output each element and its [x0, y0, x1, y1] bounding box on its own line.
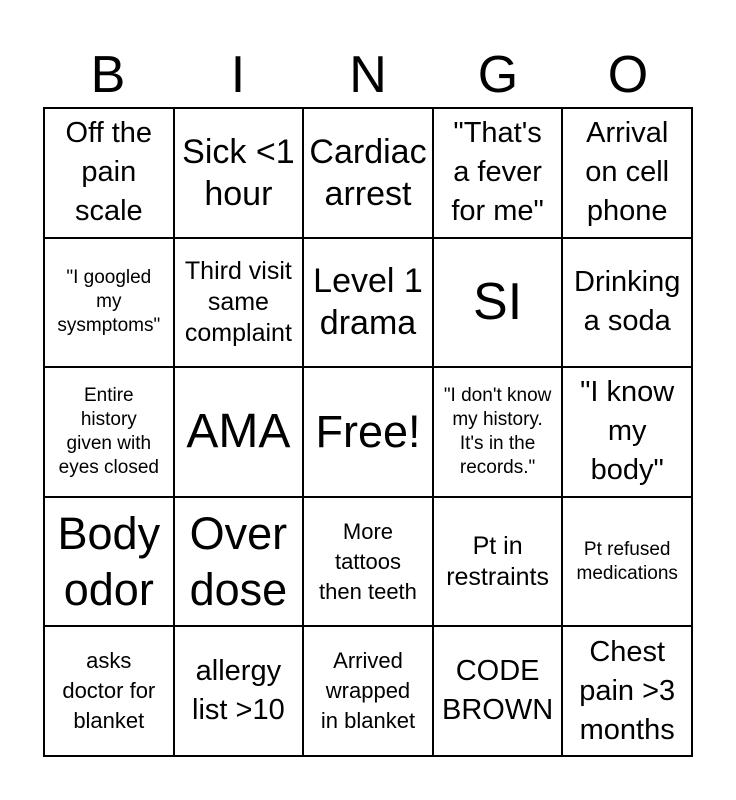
- bingo-cell-r2c4[interactable]: [433, 238, 563, 368]
- cell-text: Pt refused medications: [576, 538, 678, 584]
- cell-text: Level 1 drama: [313, 262, 423, 343]
- cell-text: AMA: [186, 404, 291, 458]
- bingo-cell-r2c2[interactable]: [174, 238, 304, 368]
- cell-text: Entire history given with eyes closed: [58, 384, 159, 478]
- cell-text: "I don't know my history. It's in the records.": [443, 384, 552, 478]
- header-letter-o: O: [607, 46, 649, 104]
- cell-text: asks doctor for blanket: [62, 648, 156, 734]
- bingo-card-grid: [43, 107, 693, 757]
- bingo-header: [43, 42, 693, 108]
- bingo-cell-r3c5[interactable]: [562, 367, 692, 497]
- bingo-cell-r1c2[interactable]: [174, 108, 304, 238]
- cell-text: allergy list >10: [192, 655, 285, 727]
- cell-text: "I googled my sysmptoms": [57, 267, 161, 337]
- bingo-cell-r2c5[interactable]: [562, 238, 692, 368]
- cell-text: Arrived wrapped in blanket: [320, 648, 416, 734]
- bingo-cell-r5c5[interactable]: [562, 626, 692, 756]
- bingo-cell-r5c1[interactable]: [44, 626, 174, 756]
- bingo-cell-r1c5[interactable]: [562, 108, 692, 238]
- cell-text: Over dose: [189, 507, 288, 615]
- bingo-cell-r1c3[interactable]: [303, 108, 433, 238]
- bingo-cell-r3c4[interactable]: [433, 367, 563, 497]
- bingo-cell-r5c2[interactable]: [174, 626, 304, 756]
- cell-text: Free!: [315, 405, 421, 457]
- cell-text: More tattoos then teeth: [319, 518, 417, 604]
- bingo-cell-r4c4[interactable]: [433, 497, 563, 627]
- cell-text: CODE BROWN: [442, 655, 554, 727]
- bingo-cell-r3c3[interactable]: [303, 367, 433, 497]
- bingo-cell-r1c4[interactable]: [433, 108, 563, 238]
- cell-text: Pt in restraints: [446, 531, 549, 591]
- cell-text: Cardiac arrest: [309, 132, 427, 213]
- cell-text: "I know my body": [580, 376, 675, 487]
- cell-text: Off the pain scale: [65, 117, 153, 228]
- bingo-cell-r2c1[interactable]: [44, 238, 174, 368]
- bingo-cell-r1c1[interactable]: [44, 108, 174, 238]
- bingo-cell-r4c3[interactable]: [303, 497, 433, 627]
- cell-text: "That's a fever for me": [451, 117, 544, 228]
- header-letter-n: N: [349, 46, 387, 104]
- bingo-cell-r3c2[interactable]: [174, 367, 304, 497]
- bingo-cell-r4c1[interactable]: [44, 497, 174, 627]
- bingo-cell-r2c3[interactable]: [303, 238, 433, 368]
- bingo-cell-r5c3[interactable]: [303, 626, 433, 756]
- bingo-cell-r5c4[interactable]: [433, 626, 563, 756]
- cell-text: SI: [473, 273, 523, 332]
- header-letter-b: B: [90, 46, 126, 104]
- cell-text: Chest pain >3 months: [579, 635, 676, 746]
- bingo-cell-r4c5[interactable]: [562, 497, 692, 627]
- cell-text: Sick <1 hour: [182, 132, 295, 213]
- header-letter-i: I: [230, 46, 246, 104]
- cell-text: Drinking a soda: [574, 266, 681, 338]
- bingo-cell-r4c2[interactable]: [174, 497, 304, 627]
- cell-text: Arrival on cell phone: [585, 117, 670, 228]
- cell-text: Third visit same complaint: [184, 256, 292, 347]
- bingo-cell-r3c1[interactable]: [44, 367, 174, 497]
- header-letter-g: G: [477, 46, 519, 104]
- cell-text: Body odor: [57, 507, 161, 615]
